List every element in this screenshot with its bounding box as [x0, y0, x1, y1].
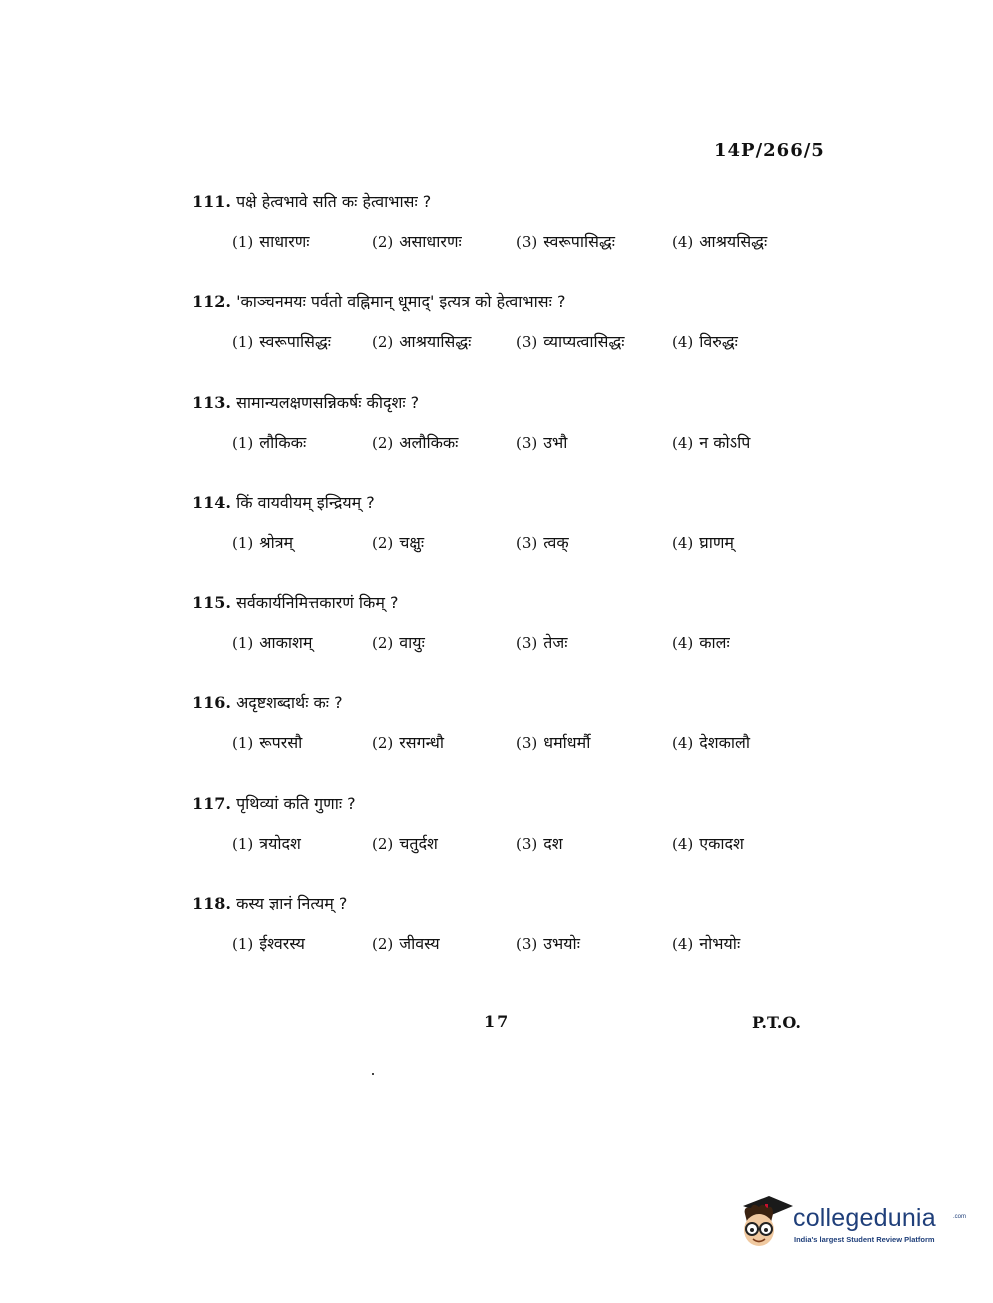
option-row — [232, 631, 832, 655]
option-number: (2) — [372, 433, 394, 452]
question-line — [192, 892, 347, 914]
option-2 — [372, 230, 462, 252]
option-4 — [672, 431, 750, 453]
option-text: चतुर्दश — [399, 833, 438, 853]
option-1 — [232, 731, 302, 753]
option-text: आकाशम् — [259, 633, 313, 653]
option-4 — [672, 330, 738, 352]
option-text: उभयोः — [543, 934, 580, 954]
question-117 — [186, 790, 826, 890]
question-number: 116. — [192, 693, 231, 713]
option-4 — [672, 230, 767, 252]
option-text: घ्राणम् — [699, 532, 734, 552]
question-text: अदृष्टशब्दार्थः कः ? — [236, 693, 343, 713]
question-number: 117. — [192, 793, 231, 813]
option-text: श्रोत्रम् — [259, 532, 294, 552]
option-text: तेजः — [543, 633, 568, 653]
option-text: विरुद्धः — [699, 332, 738, 352]
option-number: (1) — [232, 433, 254, 452]
option-number: (3) — [516, 433, 538, 452]
option-1 — [232, 631, 312, 653]
question-text: सर्वकार्यनिमित्तकारणं किम् ? — [236, 593, 399, 613]
question-113 — [186, 389, 826, 489]
option-number: (1) — [232, 935, 254, 954]
option-text: एकादश — [699, 833, 744, 853]
option-2 — [372, 631, 425, 653]
question-118 — [186, 890, 826, 990]
option-row — [232, 932, 832, 956]
option-4 — [672, 631, 730, 653]
option-3 — [516, 932, 580, 954]
option-row — [232, 832, 832, 856]
option-text: नोभयोः — [699, 934, 741, 954]
option-text: वायुः — [399, 633, 425, 653]
option-4 — [672, 731, 750, 753]
option-number: (3) — [516, 734, 538, 753]
option-number: (2) — [372, 935, 394, 954]
brand-name: collegedunia — [793, 1204, 936, 1232]
option-1 — [232, 932, 305, 954]
option-number: (2) — [372, 333, 394, 352]
option-number: (4) — [672, 433, 694, 452]
option-text: चक्षुः — [399, 532, 425, 552]
question-112 — [186, 288, 826, 388]
question-list — [186, 188, 826, 990]
option-text: उभौ — [543, 432, 568, 452]
brand-domain: .com — [953, 1214, 967, 1220]
option-text: लौकिकः — [259, 432, 307, 452]
question-114 — [186, 489, 826, 589]
question-number: 112. — [192, 292, 231, 312]
question-line — [192, 290, 565, 312]
option-number: (1) — [232, 233, 254, 251]
brand-tagline: India's largest Student Review Platform — [794, 1235, 935, 1244]
option-1 — [232, 531, 293, 553]
option-row — [232, 230, 832, 254]
option-number: (2) — [372, 533, 394, 552]
option-number: (3) — [516, 834, 538, 853]
question-text: किं वायवीयम् इन्द्रियम् ? — [236, 492, 375, 512]
option-3 — [516, 431, 567, 453]
question-line — [192, 691, 343, 713]
option-2 — [372, 531, 424, 553]
option-number: (3) — [516, 233, 538, 251]
option-text: धर्माधर्मौ — [543, 733, 591, 753]
option-number: (2) — [372, 233, 394, 251]
option-number: (3) — [516, 634, 538, 653]
option-number: (4) — [672, 533, 694, 552]
option-3 — [516, 230, 615, 252]
question-text: कस्य ज्ञानं नित्यम् ? — [236, 894, 348, 914]
question-text: पृथिव्यां कति गुणाः ? — [236, 793, 356, 813]
option-4 — [672, 832, 744, 854]
option-number: (2) — [372, 834, 394, 853]
option-number: (1) — [232, 634, 254, 653]
option-number: (4) — [672, 233, 694, 251]
option-number: (2) — [372, 634, 394, 653]
option-text: अलौकिकः — [399, 432, 459, 452]
question-line — [192, 491, 375, 513]
option-number: (4) — [672, 734, 694, 753]
pto-label: P.T.O. — [752, 1013, 801, 1032]
paper-code: 14P/266/5 — [714, 140, 825, 161]
question-number: 111. — [192, 192, 231, 211]
option-text: कालः — [699, 633, 730, 653]
option-number: (1) — [232, 533, 254, 552]
option-text: त्वक् — [543, 532, 569, 552]
scan-speck — [372, 1073, 374, 1075]
option-text: न कोऽपि — [699, 432, 751, 452]
question-115 — [186, 589, 826, 689]
option-text: स्वरूपासिद्धः — [543, 232, 616, 251]
option-number: (3) — [516, 935, 538, 954]
option-text: ईश्वरस्य — [259, 934, 305, 954]
option-row — [232, 330, 832, 354]
option-number: (4) — [672, 333, 694, 352]
option-1 — [232, 431, 306, 453]
option-4 — [672, 932, 740, 954]
option-2 — [372, 731, 444, 753]
question-text: पक्षे हेत्वभावे सति कः हेत्वाभासः ? — [236, 192, 432, 211]
option-number: (3) — [516, 333, 538, 352]
option-2 — [372, 431, 458, 453]
option-number: (3) — [516, 533, 538, 552]
option-1 — [232, 330, 331, 352]
question-number: 115. — [192, 593, 231, 613]
option-3 — [516, 531, 569, 553]
option-3 — [516, 832, 563, 854]
question-text: सामान्यलक्षणसन्निकर्षः कीदृशः ? — [236, 392, 420, 412]
option-number: (1) — [232, 834, 254, 853]
option-text: रूपरसौ — [259, 733, 303, 753]
option-text: दश — [543, 833, 563, 853]
question-number: 113. — [192, 392, 231, 412]
option-number: (4) — [672, 834, 694, 853]
option-text: देशकालौ — [699, 733, 751, 753]
option-3 — [516, 631, 567, 653]
option-1 — [232, 832, 301, 854]
option-number: (1) — [232, 734, 254, 753]
question-line — [192, 792, 356, 814]
option-row — [232, 431, 832, 455]
option-text: व्याप्यत्वासिद्धः — [543, 332, 625, 352]
question-116 — [186, 689, 826, 789]
question-line — [192, 190, 431, 212]
question-line — [192, 591, 399, 613]
mascot-icon — [735, 1192, 795, 1262]
option-text: आश्रयसिद्धः — [699, 232, 768, 251]
question-111 — [186, 188, 826, 288]
question-number: 114. — [192, 492, 231, 512]
option-3 — [516, 731, 590, 753]
option-text: स्वरूपासिद्धः — [259, 332, 332, 352]
option-2 — [372, 832, 438, 854]
option-1 — [232, 230, 310, 252]
option-2 — [372, 932, 440, 954]
collegedunia-watermark — [735, 1192, 965, 1262]
option-number: (2) — [372, 734, 394, 753]
question-text: 'काञ्चनमयः पर्वतो वह्निमान् धूमाद्' इत्यत्र को हेत्वाभासः ? — [236, 292, 566, 312]
option-4 — [672, 531, 734, 553]
option-text: साधारणः — [259, 232, 310, 251]
option-text: रसगन्धौ — [399, 733, 445, 753]
option-text: त्रयोदश — [259, 833, 301, 853]
option-number: (4) — [672, 634, 694, 653]
option-number: (1) — [232, 333, 254, 352]
question-line — [192, 391, 419, 413]
question-number: 118. — [192, 894, 231, 914]
option-text: असाधारणः — [399, 232, 462, 251]
option-text: जीवस्य — [399, 934, 440, 954]
page-number: 17 — [484, 1012, 511, 1031]
option-2 — [372, 330, 471, 352]
option-row — [232, 531, 832, 555]
option-row — [232, 731, 832, 755]
option-text: आश्रयासिद्धः — [399, 332, 472, 352]
option-number: (4) — [672, 935, 694, 954]
option-3 — [516, 330, 625, 352]
